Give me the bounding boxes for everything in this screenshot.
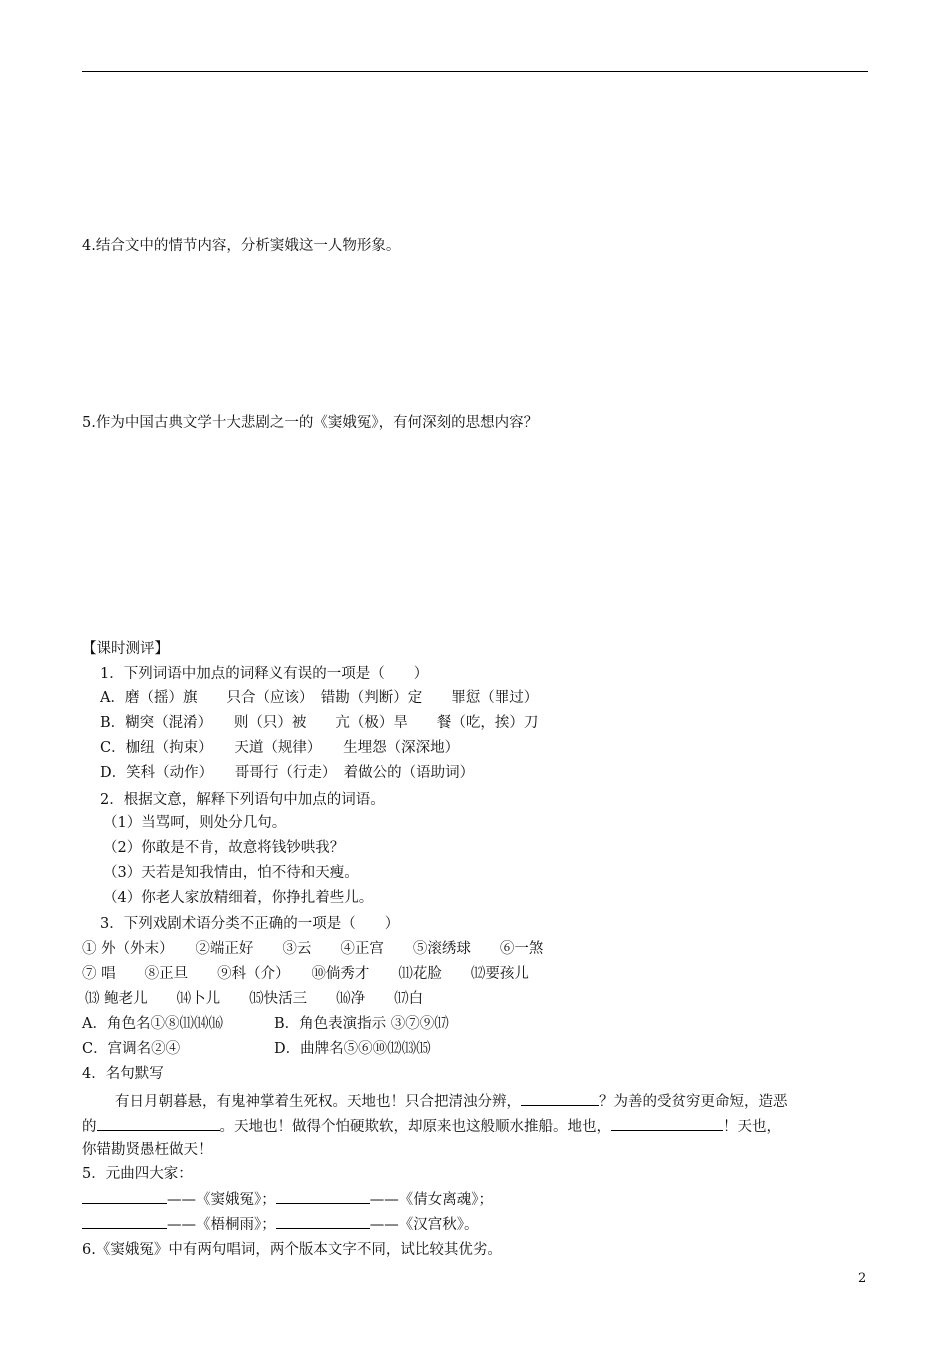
test3-terms-row-1: ① 外（外末） ②端正好 ③云 ④正宫 ⑤滚绣球 ⑥一煞 — [82, 941, 544, 957]
test4-text-2b: 。天地也！做得个怕硬欺软，却原来也这般顺水推船。地也， — [219, 1119, 611, 1135]
test3-option-c: C．宫调名②④ — [82, 1041, 181, 1057]
test4-text-2c: ！天也， — [723, 1119, 781, 1135]
test5-work-2: ——《倩女离魂》； — [369, 1192, 493, 1208]
test5-work-1: ——《窦娥冤》； — [167, 1192, 276, 1208]
fill-blank-author-2[interactable] — [276, 1188, 370, 1204]
test6-question: 6.《窦娥冤》中有两句唱词，两个版本文字不同，试比较其优劣。 — [82, 1242, 502, 1258]
fill-blank-author-4[interactable] — [276, 1213, 370, 1229]
test3-stem: 3．下列戏剧术语分类不正确的一项是（ ） — [100, 916, 400, 932]
test1-option-b: B．糊突（混淆） 则（只）被 亢（极）旱 餐（吃，挨）刀 — [100, 715, 539, 731]
test1-stem: 1．下列词语中加点的词释义有误的一项是（ ） — [100, 666, 429, 682]
test3-option-a: A．角色名①⑧⑾⒁⒃ — [82, 1016, 223, 1032]
test3-option-b: B．角色表演指示 ③⑦⑨⒄ — [274, 1016, 449, 1032]
test4-line-3: 你错勘贤愚枉做天！ — [82, 1142, 213, 1158]
test5-work-3: ——《梧桐雨》； — [167, 1217, 276, 1233]
section-title: 【课时测评】 — [82, 641, 169, 657]
test1-option-d: D．笑科（动作） 哥哥行（行走） 着做公的（语助词） — [100, 765, 475, 781]
test2-stem: 2．根据文意，解释下列语句中加点的词语。 — [100, 792, 385, 808]
test3-option-d: D．曲牌名⑤⑥⑩⑿⒀⒂ — [274, 1041, 431, 1057]
test5-line-2 — [82, 1213, 479, 1235]
header-rule — [82, 71, 868, 72]
page-number: 2 — [858, 1271, 867, 1286]
fill-blank-author-1[interactable] — [82, 1188, 167, 1204]
test5-work-4: ——《汉宫秋》。 — [369, 1217, 479, 1233]
fill-blank-3[interactable] — [611, 1115, 723, 1131]
test2-sentence-2: （2）你敢是不肯，故意将钱钞哄我？ — [103, 840, 345, 856]
test4-text-1b: ？为善的受贫穷更命短，造恶 — [599, 1094, 788, 1110]
test2-sentence-1: （1）当骂呵，则处分几句。 — [103, 815, 287, 831]
test1-option-c: C．枷纽（拘束） 天道（规律） 生埋怨（深深地） — [100, 740, 460, 756]
test2-sentence-3: （3）天若是知我情由，怕不待和天瘦。 — [103, 865, 359, 881]
test4-text-2a: 的 — [82, 1119, 97, 1135]
test3-terms-row-3: ⒀ 鲍老儿 ⒁卜儿 ⒂快活三 ⒃净 ⒄白 — [85, 991, 424, 1007]
fill-blank-1[interactable] — [521, 1090, 599, 1106]
test5-line-1 — [82, 1188, 493, 1210]
test4-line-1 — [115, 1090, 788, 1112]
question-4: 4.结合文中的情节内容，分析窦娥这一人物形象。 — [82, 238, 401, 254]
test4-text-1a: 有日月朝暮悬，有鬼神掌着生死权。天地也！只合把清浊分辨， — [115, 1094, 521, 1110]
test2-sentence-4: （4）你老人家放精细着，你挣扎着些儿。 — [103, 890, 374, 906]
test3-terms-row-2: ⑦ 唱 ⑧正旦 ⑨科（介） ⑩倘秀才 ⑾花脸 ⑿要孩儿 — [82, 966, 529, 982]
test4-line-2 — [82, 1115, 781, 1137]
test4-title: 4．名句默写 — [82, 1066, 164, 1082]
fill-blank-author-3[interactable] — [82, 1213, 167, 1229]
question-5: 5.作为中国古典文学十大悲剧之一的《窦娥冤》，有何深刻的思想内容？ — [82, 415, 539, 431]
fill-blank-2[interactable] — [97, 1115, 220, 1131]
test5-title: 5．元曲四大家： — [82, 1166, 193, 1182]
test1-option-a: A．磨（摇）旗 只合（应该） 错勘（判断）定 罪愆（罪过） — [100, 690, 539, 706]
